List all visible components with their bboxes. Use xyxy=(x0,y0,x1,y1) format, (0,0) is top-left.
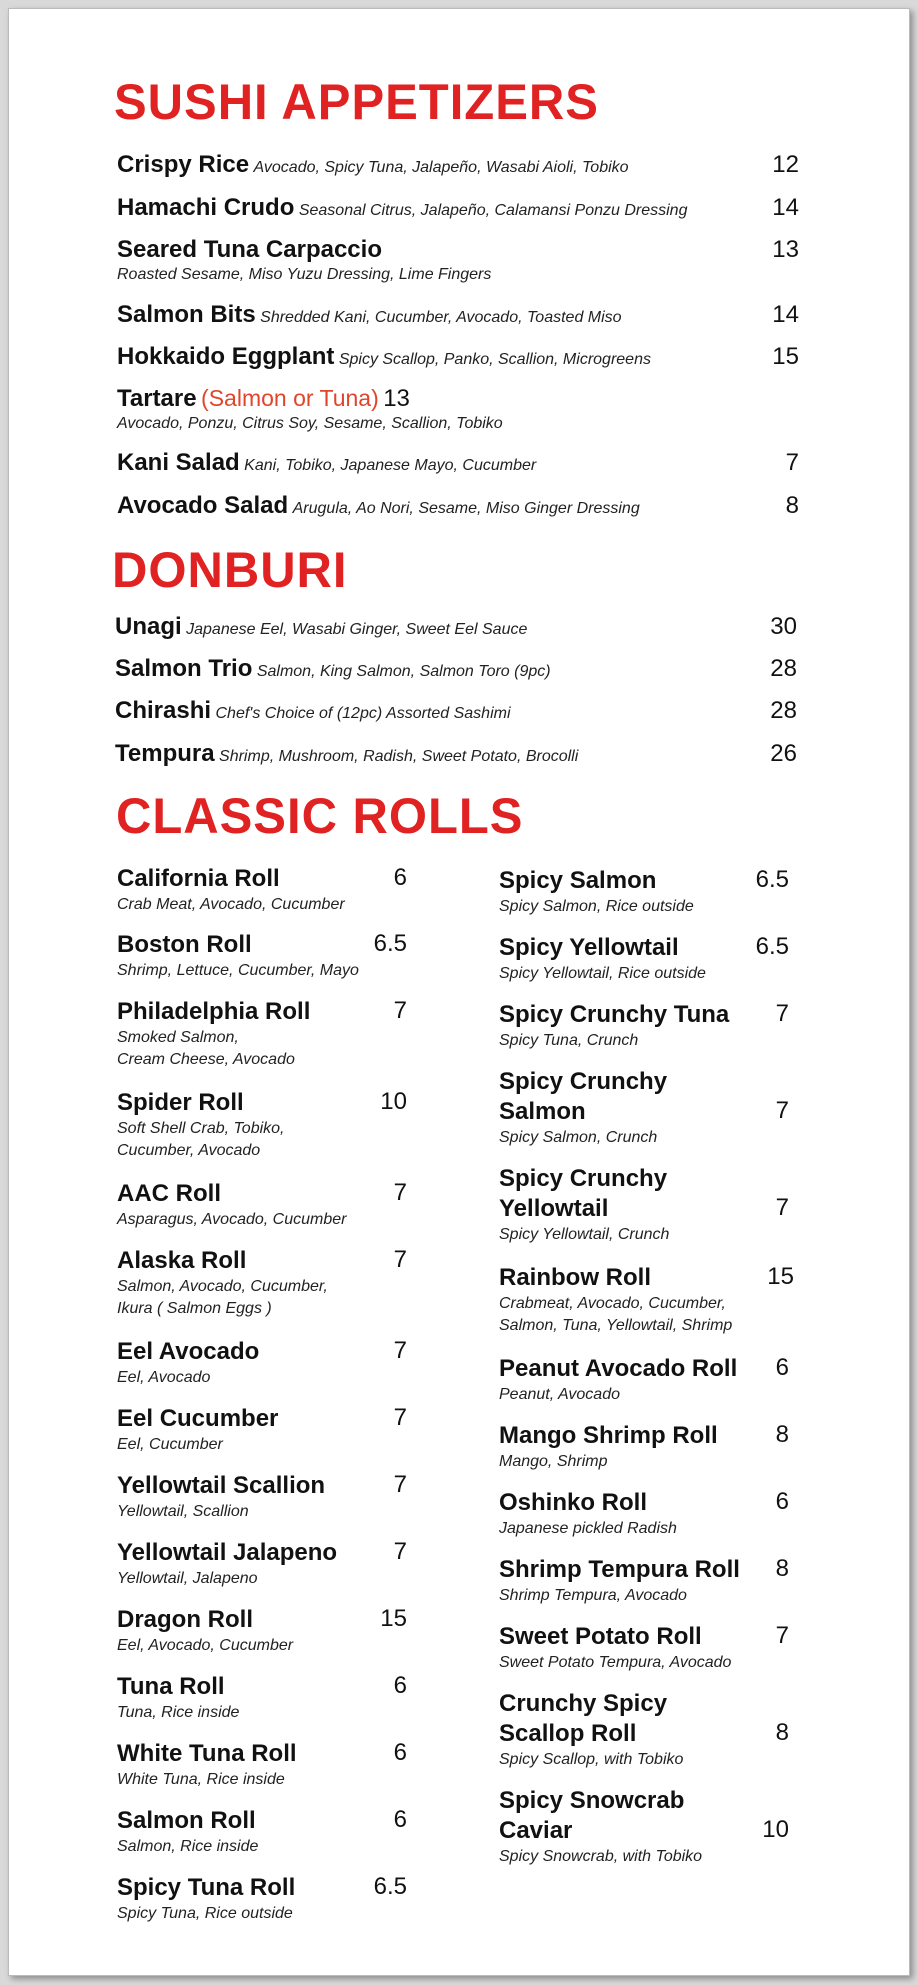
item-desc: Japanese Eel, Wasabi Ginger, Sweet Eel Sauce xyxy=(186,621,528,638)
item-name: Philadelphia Roll xyxy=(117,998,311,1025)
item-price: 8 xyxy=(775,1421,789,1448)
menu-item xyxy=(115,613,797,641)
item-name: Salmon Roll xyxy=(117,1807,256,1834)
item-desc: Spicy Tuna, Crunch xyxy=(499,1032,639,1049)
menu-item xyxy=(115,697,797,725)
item-price: 6 xyxy=(393,864,407,891)
item-name: Spicy Snowcrab xyxy=(499,1787,685,1814)
item-name: Spicy Crunchy xyxy=(499,1068,668,1095)
roll-item xyxy=(117,1739,407,1791)
roll-item xyxy=(117,1538,407,1590)
item-price: 10 xyxy=(762,1816,789,1843)
item-name: Mango Shrimp Roll xyxy=(499,1422,718,1449)
item-name: Tartare xyxy=(117,385,197,412)
item-price: 15 xyxy=(380,1605,407,1632)
item-price: 26 xyxy=(770,740,797,767)
section-heading-donburi: DONBURI xyxy=(112,542,348,598)
item-price: 7 xyxy=(775,1622,789,1649)
menu-item xyxy=(115,655,797,683)
item-name: Yellowtail Scallion xyxy=(117,1472,326,1499)
item-name: Eel Cucumber xyxy=(117,1405,279,1432)
roll-item xyxy=(117,1806,407,1858)
item-price: 7 xyxy=(393,1471,407,1498)
item-price: 6.5 xyxy=(373,930,407,957)
item-price: 6 xyxy=(775,1488,789,1515)
item-desc: Crabmeat, Avocado, Cucumber, xyxy=(499,1295,726,1312)
item-name: Sweet Potato Roll xyxy=(499,1623,702,1650)
roll-item xyxy=(499,1622,789,1674)
item-desc: Asparagus, Avocado, Cucumber xyxy=(117,1211,347,1228)
item-price: 13 xyxy=(772,236,799,263)
roll-item xyxy=(117,997,407,1071)
item-name: White Tuna Roll xyxy=(117,1740,297,1767)
item-name: Yellowtail xyxy=(499,1195,609,1222)
item-desc: Spicy Scallop, with Tobiko xyxy=(499,1751,684,1768)
item-name: Rainbow Roll xyxy=(499,1264,651,1291)
item-price: 7 xyxy=(393,1538,407,1565)
roll-item xyxy=(499,1689,789,1771)
item-name: Scallop Roll xyxy=(499,1720,637,1747)
roll-item xyxy=(499,1488,789,1540)
item-name: Tuna Roll xyxy=(117,1673,225,1700)
item-desc: Eel, Avocado xyxy=(117,1369,211,1386)
roll-item xyxy=(117,1873,407,1925)
item-desc: Spicy Scallop, Panko, Scallion, Microgreens xyxy=(338,351,651,368)
item-name: Spicy Yellowtail xyxy=(499,934,679,961)
item-desc: Yellowtail, Jalapeno xyxy=(117,1570,258,1587)
item-desc: Spicy Salmon, Crunch xyxy=(499,1129,658,1146)
menu-item xyxy=(117,449,799,477)
menu-item xyxy=(115,740,797,768)
item-price: 13 xyxy=(383,385,410,412)
item-price: 8 xyxy=(785,492,799,519)
item-price: 6 xyxy=(393,1739,407,1766)
item-desc: Eel, Cucumber xyxy=(117,1436,223,1453)
item-name: Shrimp Tempura Roll xyxy=(499,1556,740,1583)
item-desc: White Tuna, Rice inside xyxy=(117,1771,285,1788)
item-desc: Avocado, Ponzu, Citrus Soy, Sesame, Scallion, Tobiko xyxy=(117,415,503,432)
item-desc: Shrimp Tempura, Avocado xyxy=(499,1587,687,1604)
item-name: AAC Roll xyxy=(117,1180,221,1207)
roll-item xyxy=(117,864,407,916)
item-desc: Peanut, Avocado xyxy=(499,1386,620,1403)
item-name: Spicy Crunchy xyxy=(499,1165,668,1192)
item-desc: Crab Meat, Avocado, Cucumber xyxy=(117,896,345,913)
item-desc: Arugula, Ao Nori, Sesame, Miso Ginger Dressing xyxy=(292,500,640,517)
item-desc: Cream Cheese, Avocado xyxy=(117,1051,295,1068)
item-price: 28 xyxy=(770,697,797,724)
item-desc: Chef's Choice of (12pc) Assorted Sashimi xyxy=(215,705,511,722)
menu-item xyxy=(117,301,799,329)
item-price: 6.5 xyxy=(755,866,789,893)
item-price: 6 xyxy=(393,1806,407,1833)
menu-item xyxy=(117,194,799,222)
item-desc: Soft Shell Crab, Tobiko, xyxy=(117,1120,285,1137)
item-price: 7 xyxy=(393,1337,407,1364)
menu-item xyxy=(117,492,799,520)
item-price: 6 xyxy=(775,1354,789,1381)
item-name: Spicy Salmon xyxy=(499,867,657,894)
item-desc: Spicy Tuna, Rice outside xyxy=(117,1905,293,1922)
item-price: 7 xyxy=(393,1179,407,1206)
roll-item xyxy=(117,1088,407,1162)
item-name: Tempura xyxy=(115,740,215,767)
item-price: 7 xyxy=(393,997,407,1024)
roll-item xyxy=(117,1605,407,1657)
item-name: Boston Roll xyxy=(117,931,252,958)
item-name: Oshinko Roll xyxy=(499,1489,648,1516)
item-name: Spicy Crunchy Tuna xyxy=(499,1001,730,1028)
roll-item xyxy=(499,1421,789,1473)
item-price: 28 xyxy=(770,655,797,682)
roll-item xyxy=(499,1354,789,1406)
item-desc: Mango, Shrimp xyxy=(499,1453,608,1470)
item-desc: Spicy Snowcrab, with Tobiko xyxy=(499,1848,703,1865)
item-name: Caviar xyxy=(499,1817,573,1844)
menu-item xyxy=(117,385,799,433)
item-price: 6.5 xyxy=(755,933,789,960)
item-name: Hokkaido Eggplant xyxy=(117,343,335,370)
roll-item xyxy=(117,930,407,982)
item-name: Spicy Tuna Roll xyxy=(117,1874,296,1901)
item-name: California Roll xyxy=(117,865,280,892)
item-name: Eel Avocado xyxy=(117,1338,260,1365)
item-name: Kani Salad xyxy=(117,449,240,476)
item-name: Avocado Salad xyxy=(117,492,289,519)
item-name: Crunchy Spicy xyxy=(499,1690,668,1717)
item-desc: Tuna, Rice inside xyxy=(117,1704,240,1721)
item-price: 12 xyxy=(772,151,799,178)
roll-item xyxy=(117,1246,407,1320)
item-desc: Salmon, Rice inside xyxy=(117,1838,259,1855)
item-desc: Eel, Avocado, Cucumber xyxy=(117,1637,294,1654)
item-price: 8 xyxy=(775,1555,789,1582)
item-desc: Salmon, King Salmon, Salmon Toro (9pc) xyxy=(256,663,551,680)
item-price: 6 xyxy=(393,1672,407,1699)
item-desc: Shrimp, Lettuce, Cucumber, Mayo xyxy=(117,962,359,979)
item-name: Hamachi Crudo xyxy=(117,194,295,221)
item-desc: Shredded Kani, Cucumber, Avocado, Toasted Miso xyxy=(260,309,622,326)
roll-item xyxy=(117,1404,407,1456)
item-price: 15 xyxy=(772,343,799,370)
roll-item xyxy=(117,1337,407,1389)
item-price: 7 xyxy=(775,1097,789,1124)
item-desc: Shrimp, Mushroom, Radish, Sweet Potato, Brocolli xyxy=(219,748,579,765)
roll-item xyxy=(117,1179,407,1231)
item-price: 7 xyxy=(775,1194,789,1221)
section-heading-classic-rolls: CLASSIC ROLLS xyxy=(116,788,524,844)
item-desc: Japanese pickled Radish xyxy=(499,1520,677,1537)
item-desc: Salmon, Avocado, Cucumber, xyxy=(117,1278,328,1295)
item-desc: Seasonal Citrus, Jalapeño, Calamansi Ponzu Dressing xyxy=(298,202,688,219)
item-name: Alaska Roll xyxy=(117,1247,247,1274)
item-price: 14 xyxy=(772,194,799,221)
roll-item xyxy=(499,1555,789,1607)
item-price: 6.5 xyxy=(373,1873,407,1900)
item-name: Dragon Roll xyxy=(117,1606,253,1633)
item-price: 30 xyxy=(770,613,797,640)
item-desc: Avocado, Spicy Tuna, Jalapeño, Wasabi Aioli, Tobiko xyxy=(253,159,629,176)
item-desc: Cucumber, Avocado xyxy=(117,1142,261,1159)
item-desc: Roasted Sesame, Miso Yuzu Dressing, Lime Fingers xyxy=(117,266,492,283)
item-name: Salmon xyxy=(499,1098,586,1125)
roll-item xyxy=(499,1164,789,1246)
menu-item xyxy=(117,343,799,371)
item-price: 14 xyxy=(772,301,799,328)
item-price: 7 xyxy=(785,449,799,476)
item-desc: Salmon, Tuna, Yellowtail, Shrimp xyxy=(499,1317,733,1334)
item-desc: Spicy Yellowtail, Rice outside xyxy=(499,965,706,982)
menu-page xyxy=(8,8,910,1976)
item-name: Yellowtail Jalapeno xyxy=(117,1539,338,1566)
roll-item xyxy=(499,1786,789,1868)
item-desc: Sweet Potato Tempura, Avocado xyxy=(499,1654,732,1671)
item-name: Unagi xyxy=(115,613,182,640)
item-name: Peanut Avocado Roll xyxy=(499,1355,738,1382)
roll-item xyxy=(117,1672,407,1724)
roll-item xyxy=(499,1000,789,1052)
item-desc: Spicy Salmon, Rice outside xyxy=(499,898,694,915)
item-name: Salmon Trio xyxy=(115,655,253,682)
item-name: Salmon Bits xyxy=(117,301,256,328)
roll-item xyxy=(117,1471,407,1523)
item-name: Crispy Rice xyxy=(117,151,250,178)
item-option: (Salmon or Tuna) xyxy=(201,385,379,411)
item-price: 7 xyxy=(775,1000,789,1027)
item-desc: Spicy Yellowtail, Crunch xyxy=(499,1226,670,1243)
item-desc: Smoked Salmon, xyxy=(117,1029,239,1046)
section-heading-appetizers: SUSHI APPETIZERS xyxy=(114,74,599,130)
item-price: 7 xyxy=(393,1404,407,1431)
item-desc: Kani, Tobiko, Japanese Mayo, Cucumber xyxy=(244,457,537,474)
item-price: 8 xyxy=(775,1719,789,1746)
item-desc: Ikura ( Salmon Eggs ) xyxy=(117,1300,272,1317)
roll-item xyxy=(499,1067,789,1149)
item-name: Seared Tuna Carpaccio xyxy=(117,236,382,263)
item-price: 7 xyxy=(393,1246,407,1273)
item-name: Chirashi xyxy=(115,697,212,724)
item-price: 15 xyxy=(767,1263,794,1290)
item-price: 10 xyxy=(380,1088,407,1115)
roll-item xyxy=(499,866,789,918)
menu-item xyxy=(117,236,799,284)
roll-item xyxy=(499,933,789,985)
roll-item xyxy=(499,1263,794,1337)
item-desc: Yellowtail, Scallion xyxy=(117,1503,249,1520)
item-name: Spider Roll xyxy=(117,1089,244,1116)
menu-item xyxy=(117,151,799,179)
